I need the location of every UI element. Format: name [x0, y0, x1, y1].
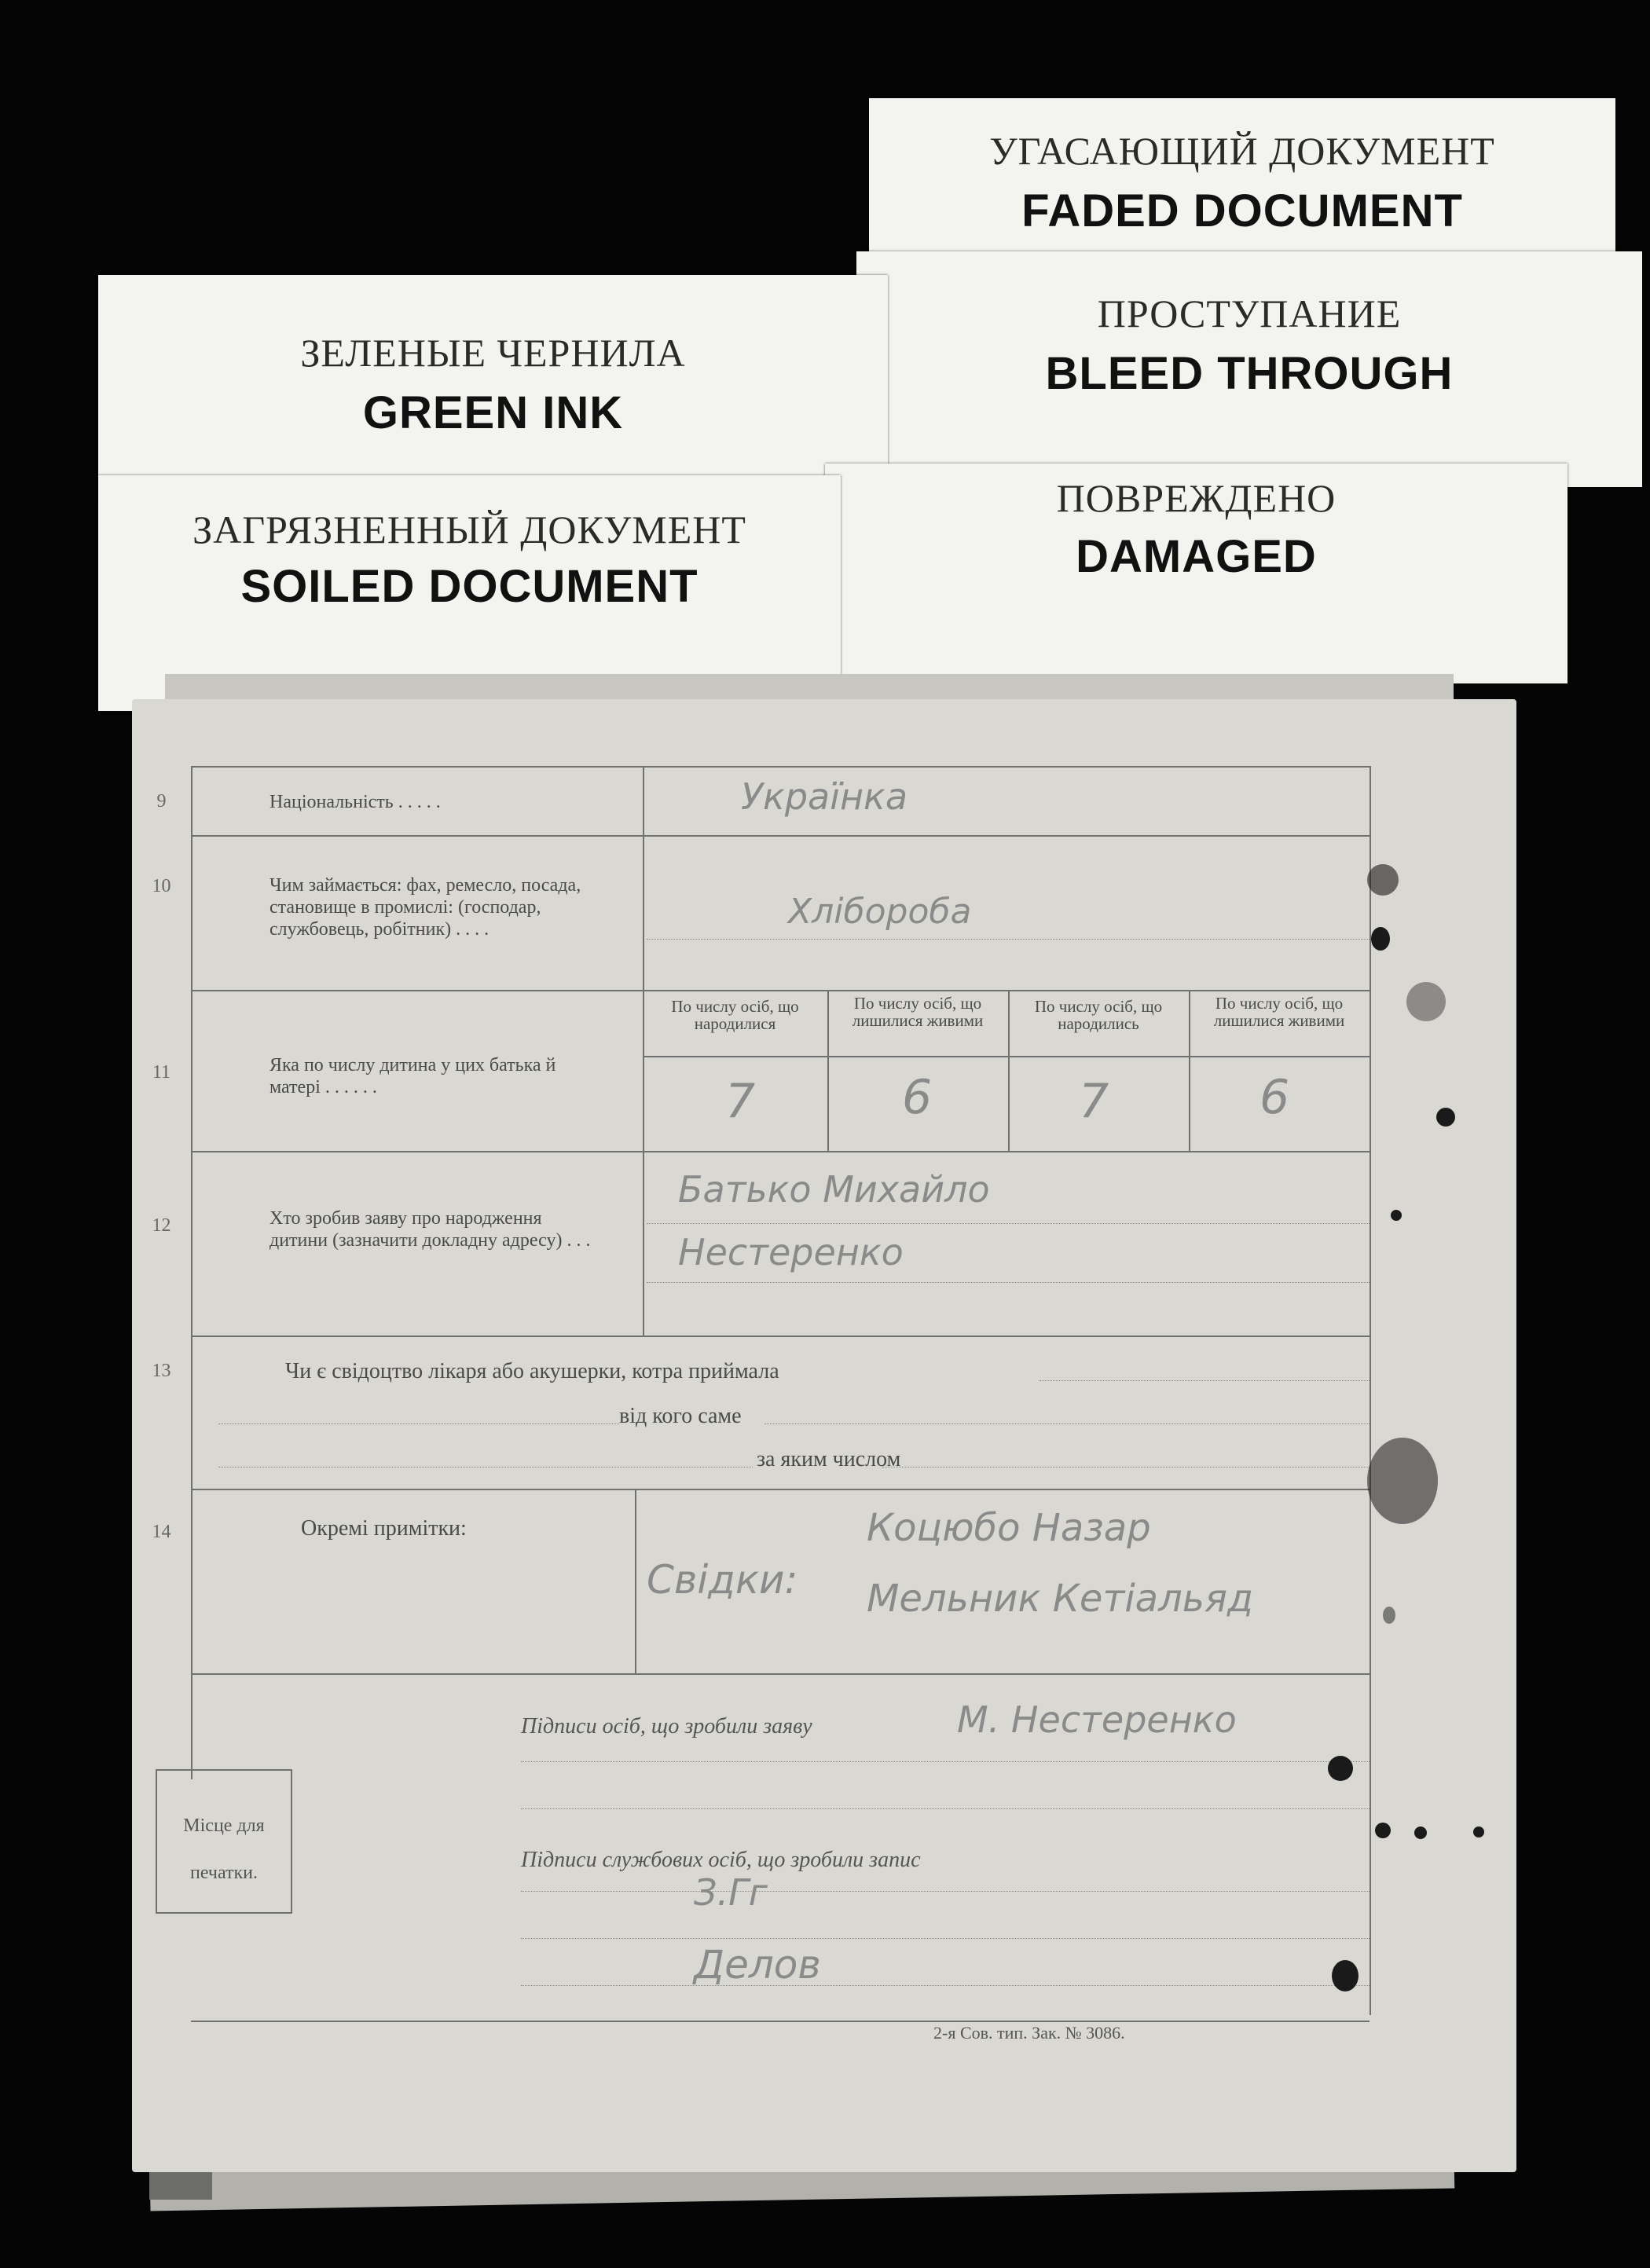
row-13-line-1: Чи є свідоцтво лікаря або акушерки, котра приймала [285, 1359, 779, 1383]
count-born-2: 7 [1079, 1074, 1109, 1129]
dotted-line [521, 1891, 1370, 1892]
col-header: По числу осіб, що народились [1034, 997, 1163, 1033]
signatures-block [183, 1673, 1370, 2022]
row-9 [156, 766, 1370, 837]
row-label: Національність . . . . . [270, 792, 441, 812]
row-number: 11 [152, 1062, 171, 1083]
handwritten-value: Українка [741, 775, 908, 818]
official-signature-2: Делов [694, 1942, 821, 1988]
header-underline [643, 1056, 1370, 1057]
applicants-signature: М. Нестеренко [957, 1698, 1237, 1741]
damaged-card [825, 463, 1568, 683]
row-divider [643, 991, 644, 1152]
dotted-line [647, 1282, 1370, 1283]
row-number: 12 [152, 1215, 171, 1236]
col-header: По числу осіб, що лишилися живими [1213, 994, 1345, 1030]
applicants-signature-label: Підписи осіб, що зробили заяву [521, 1714, 812, 1739]
damage-spot [1332, 1960, 1358, 1991]
row-divider [635, 1490, 636, 1675]
count-living: 6 [902, 1070, 933, 1125]
row-13 [152, 1336, 1370, 1490]
handwritten-applicant: Батько Михайло [678, 1168, 990, 1211]
green-ink-en-label: GREEN INK [362, 387, 624, 438]
row-11 [152, 990, 1370, 1152]
witnesses-prefix: Свідки: [647, 1557, 798, 1603]
row-divider [643, 837, 644, 991]
damage-spot [1375, 1823, 1391, 1838]
dotted-line [521, 1938, 1370, 1939]
seal-place-box [156, 1769, 292, 1914]
row-label: Хто зробив заяву про народження дитини (зазначити докладну адресу) . . . [270, 1208, 591, 1251]
official-signature-1: З.Гг [694, 1871, 768, 1914]
soiled-ru-label: ЗАГРЯЗНЕННЫЙ ДОКУМЕНТ [192, 507, 746, 551]
dotted-line [521, 1761, 1370, 1762]
row-number: 13 [152, 1361, 171, 1381]
damage-spot [1391, 1210, 1402, 1221]
row-number: 9 [156, 791, 167, 812]
faded-document-card [869, 98, 1615, 271]
handwritten-applicant-surname: Нестеренко [678, 1231, 904, 1273]
handwritten-value: Хлібороба [788, 892, 972, 932]
row-13-line-2: від кого саме [619, 1404, 742, 1428]
row-divider [643, 768, 644, 837]
row-label: Окремі примітки: [301, 1516, 467, 1541]
row-label: Чим займається: фах, ремесло, посада, становище в промислі: (господар, службовець, робітник) . . . . [270, 875, 581, 940]
row-divider [643, 1152, 644, 1337]
damage-spot [1367, 1438, 1438, 1524]
damage-spot [1473, 1826, 1484, 1837]
faded-ru-label: УГАСАЮЩИЙ ДОКУМЕНТ [989, 129, 1495, 173]
form-right-border [1370, 766, 1371, 2015]
seal-place-label: Місце для печатки. [183, 1815, 265, 1883]
row-number: 10 [152, 876, 171, 896]
damage-spot [1371, 927, 1390, 951]
bleed-ru-label: ПРОСТУПАНИЕ [1097, 291, 1402, 335]
green-ink-ru-label: ЗЕЛЕНЫЕ ЧЕРНИЛА [300, 331, 686, 375]
faded-en-label: FADED DOCUMENT [1021, 185, 1463, 236]
damage-spot [1383, 1607, 1395, 1624]
print-footer: 2-я Сов. тип. Зак. № 3086. [933, 2023, 1125, 2043]
witness-2: Мельник Кетіальяд [867, 1577, 1254, 1621]
row-13-line-3: за яким числом [757, 1447, 901, 1471]
row-label: Яка по числу дитина у цих батька й матері . . . . . . [270, 1055, 556, 1097]
dotted-line [521, 1985, 1370, 1986]
row-number: 14 [152, 1522, 171, 1542]
row-14 [152, 1489, 1370, 1675]
col-divider [1008, 991, 1010, 1152]
col-header: По числу осіб, що народилися [671, 997, 799, 1033]
soiled-en-label: SOILED DOCUMENT [240, 561, 698, 612]
dotted-line [647, 1223, 1370, 1224]
col-divider [1189, 991, 1190, 1152]
count-born: 7 [725, 1074, 756, 1129]
row-12 [152, 1151, 1370, 1337]
bleed-through-card [856, 251, 1642, 487]
damaged-ru-label: ПОВРЕЖДЕНО [1056, 476, 1336, 520]
dotted-line [647, 939, 1370, 940]
green-ink-card [98, 275, 888, 503]
damage-spot [1367, 864, 1399, 896]
damaged-en-label: DAMAGED [1076, 531, 1317, 582]
damage-spot [1406, 982, 1446, 1021]
dotted-line [521, 1808, 1370, 1809]
officials-signature-label: Підписи службових осіб, що зробили запис [521, 1848, 921, 1872]
damage-spot [1436, 1108, 1455, 1127]
col-header: По числу осіб, що лишилися живими [852, 994, 984, 1030]
damage-spot [1414, 1826, 1427, 1839]
bleed-en-label: BLEED THROUGH [1045, 348, 1454, 399]
count-living-2: 6 [1260, 1070, 1290, 1125]
dotted-line [1040, 1380, 1370, 1381]
damage-spot [1328, 1756, 1353, 1781]
row-10 [152, 835, 1370, 991]
col-divider [827, 991, 829, 1152]
witness-1: Коцюбо Назар [867, 1506, 1151, 1550]
dotted-line [764, 1423, 1370, 1424]
dotted-line [218, 1423, 619, 1424]
